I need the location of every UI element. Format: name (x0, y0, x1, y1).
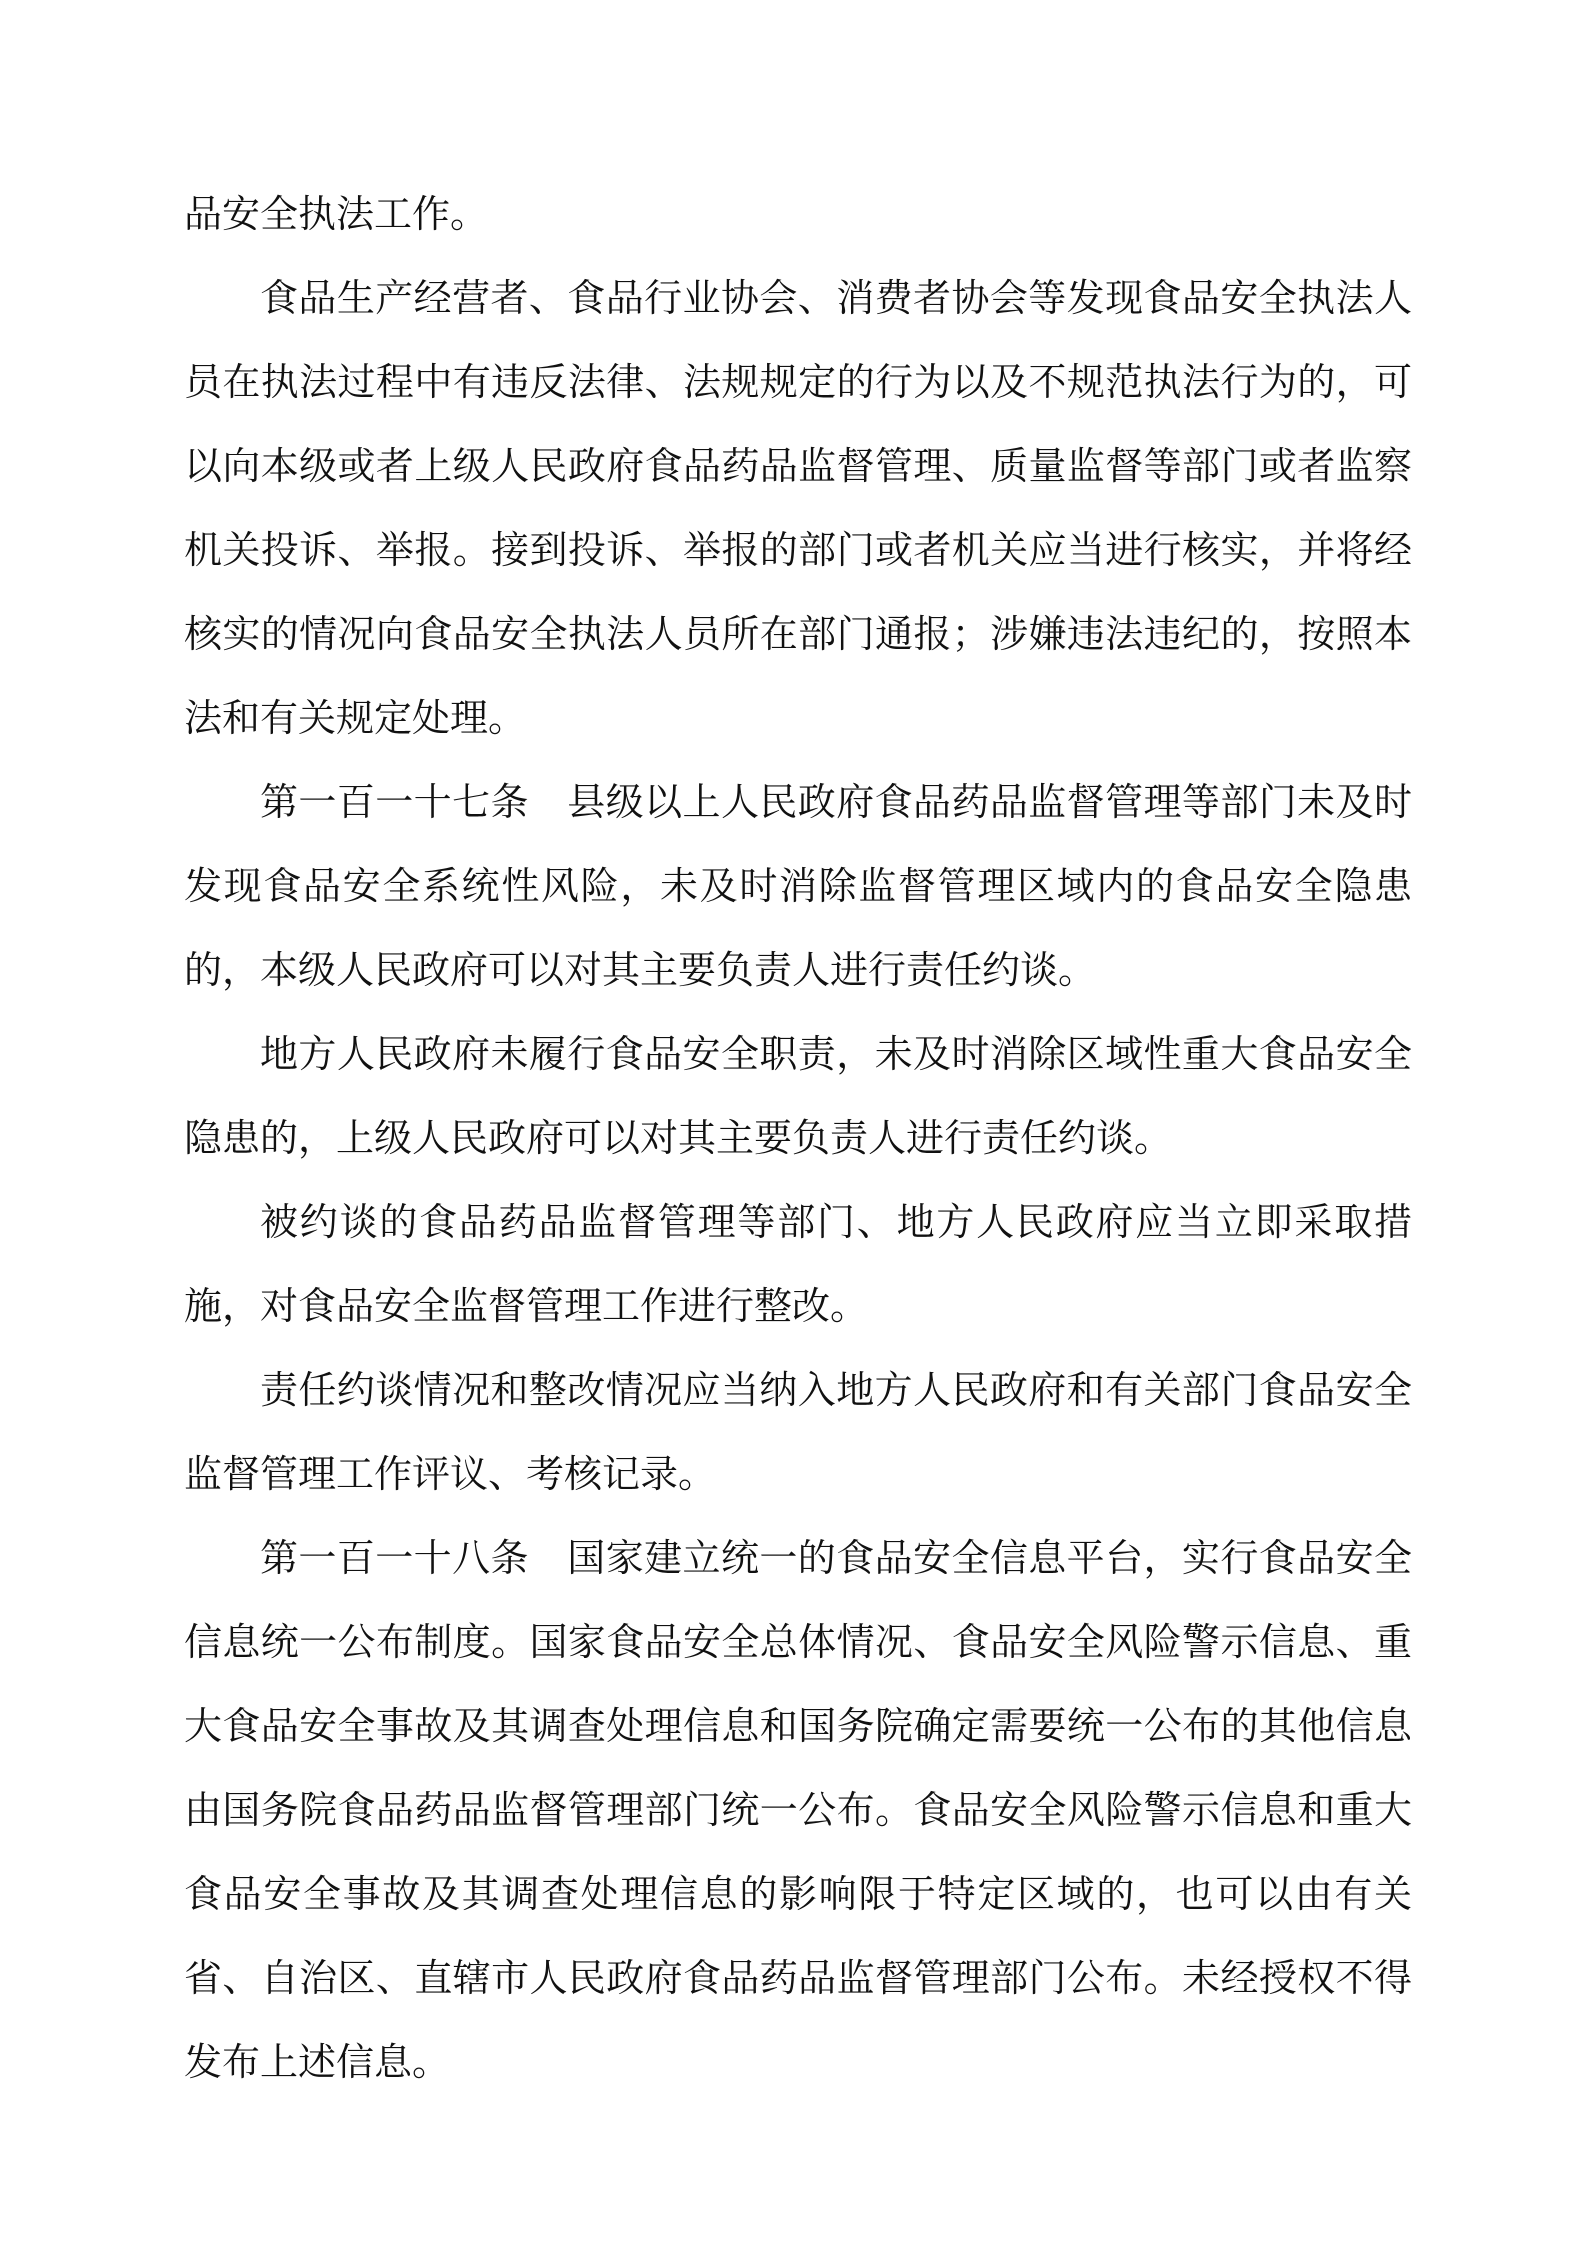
paragraph-complaint-reporting: 食品生产经营者、食品行业协会、消费者协会等发现食品安全执法人员在执法过程中有违反法律、法规规定的行为以及不规范执法行为的，可以向本级或者上级人民政府食品药品监督管理、质量监督等部门或者监察机关投诉、举报。接到投诉、举报的部门或者机关应当进行核实，并将经核实的情况向食品安全执法人员所在部门通报；涉嫌违法违纪的，按照本法和有关规定处理。 (184, 276, 1412, 740)
paragraph-evaluation-record: 责任约谈情况和整改情况应当纳入地方人民政府和有关部门食品安全监督管理工作评议、考核记录。 (184, 1368, 1412, 1496)
paragraph-article-118: 第一百一十八条 国家建立统一的食品安全信息平台，实行食品安全信息统一公布制度。国家食品安全总体情况、食品安全风险警示信息、重大食品安全事故及其调查处理信息和国务院确定需要统一公布的其他信息由国务院食品药品监督管理部门统一公布。食品安全风险警示信息和重大食品安全事故及其调查处理信息的影响限于特定区域的，也可以由有关省、自治区、直辖市人民政府食品药品监督管理部门公布。未经授权不得发布上述信息。 (184, 1536, 1412, 2084)
paragraph-rectification: 被约谈的食品药品监督管理等部门、地方人民政府应当立即采取措施，对食品安全监督管理工作进行整改。 (184, 1200, 1412, 1328)
paragraph-local-government-duty: 地方人民政府未履行食品安全职责，未及时消除区域性重大食品安全隐患的，上级人民政府可以对其主要负责人进行责任约谈。 (184, 1032, 1412, 1160)
paragraph-article-117: 第一百一十七条 县级以上人民政府食品药品监督管理等部门未及时发现食品安全系统性风险，未及时消除监督管理区域内的食品安全隐患的，本级人民政府可以对其主要负责人进行责任约谈。 (184, 780, 1412, 992)
document-body (184, 172, 1412, 2104)
paragraph-continued: 品安全执法工作。 (184, 192, 489, 236)
